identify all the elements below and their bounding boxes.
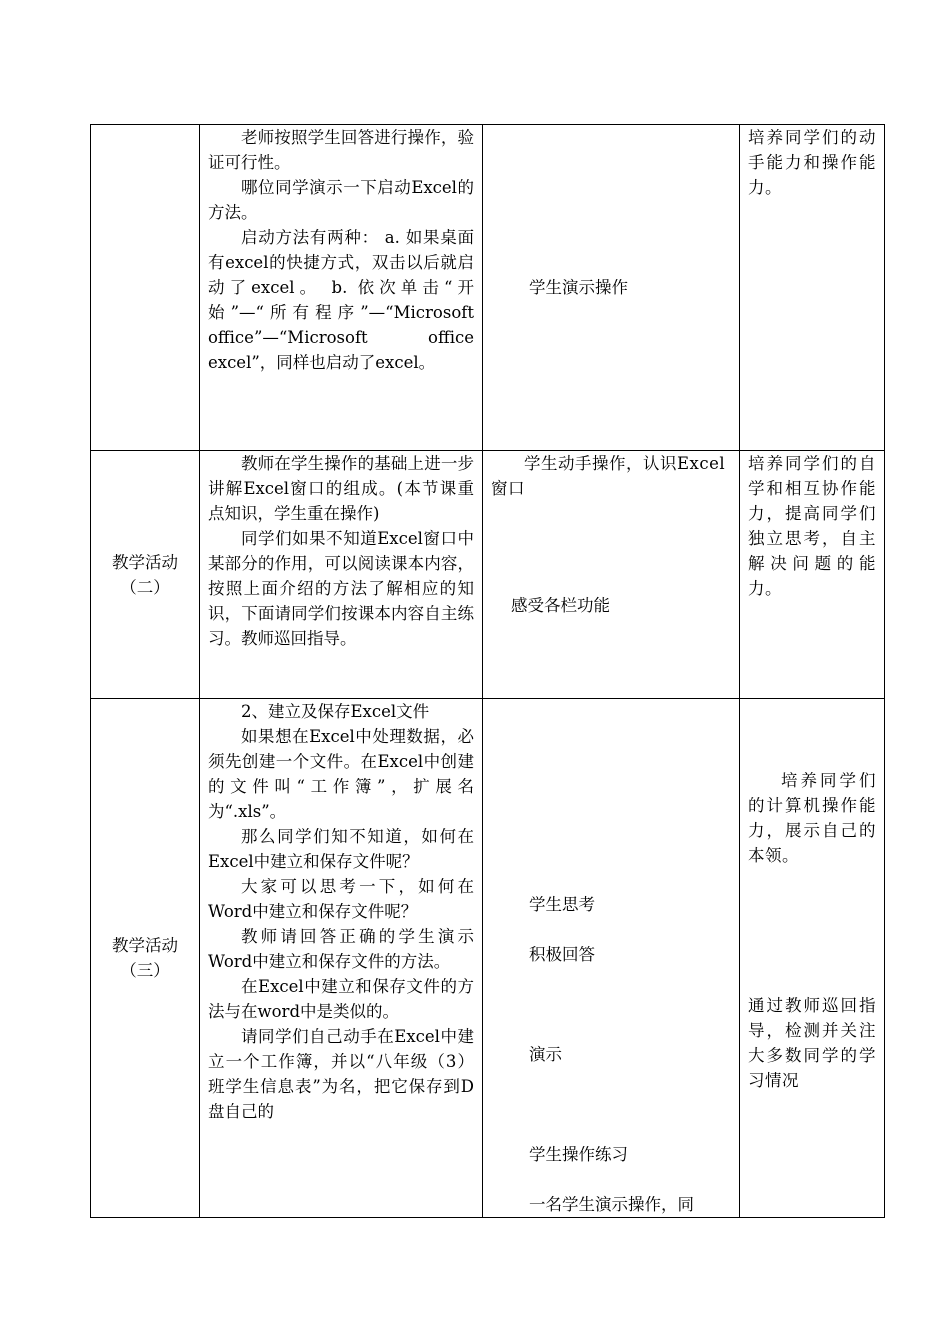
design-intent-cell: [740, 125, 885, 451]
paragraph: 学生思考: [529, 895, 595, 914]
student-activity-cell: [483, 451, 740, 699]
student-activity-cell: [483, 699, 740, 1218]
section-label: 教学活动（三）: [112, 936, 178, 980]
paragraph: 通过教师巡回指导，检测并关注大多数同学的学习情况: [748, 996, 876, 1090]
paragraph: 学生演示操作: [529, 278, 628, 297]
paragraph: 感受各栏功能: [511, 596, 610, 615]
design-intent-cell: [740, 699, 885, 1218]
paragraph: 大家可以思考一下，如何在Word中建立和保存文件呢？: [208, 877, 474, 921]
section-cell: [91, 451, 200, 699]
paragraph: 培养同学们的动手能力和操作能力。: [748, 128, 876, 197]
section-cell: [91, 125, 200, 451]
paragraph: 请同学们自己动手在Excel中建立一个工作簿，并以“八年级（3）班学生信息表”为名，把它保存到D盘自己的: [208, 1027, 474, 1121]
section-label: 教学活动（二）: [112, 552, 178, 597]
table-row: [91, 451, 885, 699]
paragraph: 积极回答: [529, 945, 595, 964]
lesson-plan-table: [90, 124, 885, 1218]
design-intent-cell: [740, 451, 885, 699]
paragraph: 哪位同学演示一下启动Excel的方法。: [208, 178, 474, 222]
paragraph: 如果想在Excel中处理数据，必须先创建一个文件。在Excel中创建的文件叫“工作簿”，扩展名为“.xls”。: [208, 727, 474, 821]
paragraph: 启动方法有两种： a. 如果桌面有excel的快捷方式，双击以后就启动了excel。 b. 依次单击“开始”—“所有程序”—“Microsoft office”—“Microsoft office excel”，同样也启动了excel。: [208, 228, 474, 372]
paragraph: 教师在学生操作的基础上进一步讲解Excel窗口的组成。(本节课重点知识，学生重在操作): [208, 454, 474, 523]
table-row: [91, 699, 885, 1218]
paragraph: 在Excel中建立和保存文件的方法与在word中是类似的。: [208, 977, 474, 1021]
teacher-activity-cell: [200, 699, 483, 1218]
paragraph: 老师按照学生回答进行操作，验证可行性。: [208, 128, 474, 172]
paragraph: 2、建立及保存Excel文件: [241, 702, 430, 721]
paragraph: 学生动手操作，认识Excel窗口: [491, 454, 726, 498]
paragraph: 学生操作练习: [529, 1145, 628, 1164]
paragraph: 同学们如果不知道Excel窗口中某部分的作用，可以阅读课本内容，按照上面介绍的方法了解相应的知识，下面请同学们按课本内容自主练习。教师巡回指导。: [208, 529, 474, 648]
section-cell: [91, 699, 200, 1218]
paragraph: 那么同学们知不知道，如何在Excel中建立和保存文件呢？: [208, 827, 474, 871]
paragraph: 培养同学们的自学和相互协作能力，提高同学们独立思考，自主解决问题的能力。: [748, 454, 876, 598]
teacher-activity-cell: [200, 451, 483, 699]
table-row: [91, 125, 885, 451]
paragraph: 教师请回答正确的学生演示Word中建立和保存文件的方法。: [208, 927, 474, 971]
paragraph: 演示: [529, 1045, 562, 1064]
paragraph: 培养同学们的计算机操作能力，展示自己的本领。: [748, 771, 876, 865]
teacher-activity-cell: [200, 125, 483, 451]
paragraph: 一名学生演示操作，同: [529, 1195, 694, 1214]
student-activity-cell: [483, 125, 740, 451]
